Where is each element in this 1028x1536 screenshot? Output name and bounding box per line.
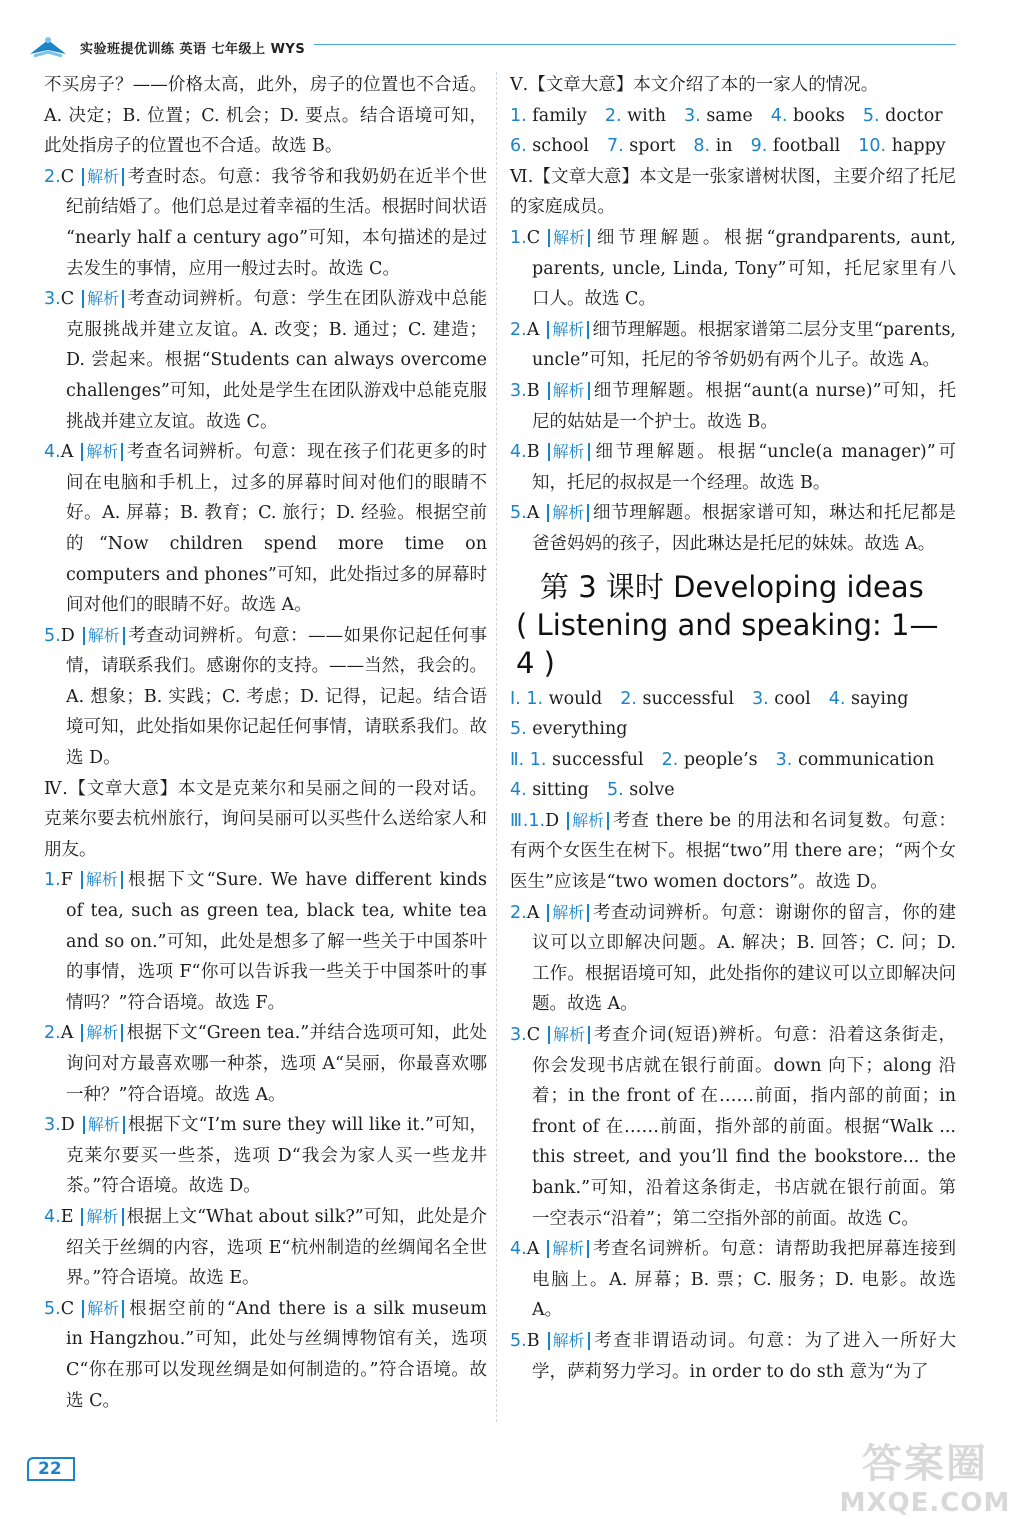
fill-answer (751, 136, 841, 156)
left-column (44, 70, 487, 1416)
item-number: 3. (752, 688, 769, 709)
fill-answer (510, 719, 628, 739)
fill-answer (829, 689, 909, 709)
answer-item (44, 621, 487, 774)
item-number: 8. (693, 136, 711, 157)
item-explanation: 考查 there be 的用法和名词复数。句意：有两个女医生在树下。根据“two”用 there are；“两个女医生”应该是“two women doctors”。故选 D。 (510, 810, 956, 893)
item-answer: E (60, 1206, 74, 1227)
analysis-tag: 解析 (83, 1116, 125, 1134)
item-number: 4. (44, 1206, 61, 1227)
item-answer: C (526, 1025, 541, 1046)
answer-row (510, 775, 956, 806)
item-answer: A (526, 503, 540, 524)
item-number: 1. (510, 105, 527, 126)
answer-word: would (548, 688, 603, 709)
item-number: 4. (770, 105, 788, 126)
item-number: 1. (526, 688, 544, 709)
column-divider (496, 72, 497, 1422)
section-1-label: Ⅰ. (510, 688, 521, 709)
item-number: 4. (828, 688, 846, 709)
answer-word: communication (797, 749, 935, 770)
analysis-tag: 解析 (548, 1026, 590, 1044)
item-explanation: 细节理解题。根据“aunt(a nurse)”可知，托尼的姑姑是一个护士。故选 B。 (532, 380, 956, 432)
answer-item (510, 806, 956, 898)
analysis-tag: 解析 (82, 290, 124, 308)
answer-row (510, 131, 956, 162)
item-number: 5. (607, 780, 624, 801)
item-number: 7. (607, 136, 624, 157)
answer-item (510, 437, 956, 498)
answer-word: in (715, 136, 733, 157)
fill-answer (863, 106, 943, 126)
answer-word: same (706, 105, 753, 126)
section-5-summary: Ⅴ.【文章大意】本文介绍了本的一家人的情况。 (510, 75, 879, 95)
section-2-row (510, 745, 956, 776)
fill-answer (526, 689, 602, 709)
answer-word: people’s (683, 749, 758, 770)
analysis-tag: 解析 (548, 1332, 590, 1350)
item-number: 2. (510, 902, 527, 923)
fill-answer (693, 136, 732, 156)
item-answer: F (60, 870, 73, 891)
item-answer: D (545, 810, 560, 831)
answer-item (44, 437, 487, 621)
item-number: 1. (529, 749, 547, 770)
analysis-tag: 解析 (547, 1240, 589, 1258)
answer-word: family (532, 105, 587, 126)
lesson-title: 第 3 课时 Developing ideas (540, 569, 924, 604)
item-number: 4. (510, 780, 527, 801)
answer-word: football (772, 136, 841, 157)
answer-list-3 (44, 162, 487, 774)
answer-item (44, 1294, 487, 1416)
analysis-tag: 解析 (82, 1300, 124, 1318)
item-explanation: 考查动词辨析。句意：——如果你记起任何事情，请联系我们。感谢你的支持。——当然，我会的。A. 想象；B. 实践；C. 考虑；D. 记得，记起。结合语境可知，此处指如果你记起任何事情，请联系我们。故选 D。 (66, 625, 487, 769)
item-number: 10. (858, 136, 887, 157)
item-explanation: 考查非谓语动词。句意：为了进入一所好大学，萨莉努力学习。in order to do sth 意为“为了 (532, 1330, 956, 1382)
item-answer: B (526, 442, 540, 463)
item-number: 5. (44, 1298, 61, 1319)
item-answer: C (60, 166, 75, 187)
section-2-label: Ⅱ. (510, 749, 525, 770)
item-number: 4. (510, 442, 527, 463)
analysis-tag: 解析 (567, 812, 609, 830)
fill-answer (752, 689, 811, 709)
item-explanation: 根据下文“Sure. We have different kinds of tea, such as green tea, black tea, white tea and so on.”可知，此处是想多了解一些关于中国茶叶的事情，选项 F“你可以告诉我一些关于中国茶叶的事情吗？”符合语境。故选 F。 (66, 870, 487, 1013)
answer-item (44, 865, 487, 1018)
answer-word: solve (629, 780, 675, 801)
fill-answer (607, 136, 675, 156)
item-answer: A (60, 442, 74, 463)
fill-answer (684, 106, 753, 126)
item-number: 3. (44, 1115, 61, 1136)
fill-answer (620, 689, 734, 709)
answer-item (510, 498, 956, 559)
item-number: 3. (44, 289, 61, 310)
analysis-tag: 解析 (547, 904, 589, 922)
item-number: 2. (44, 1023, 61, 1044)
item-explanation: 根据下文“Green tea.”并结合选项可知，此处询问对方最喜欢哪一种茶，选项 A“吴丽，你最喜欢哪一种？”符合语境。故选 A。 (66, 1023, 487, 1105)
answer-item (510, 376, 956, 437)
analysis-tag: 解析 (548, 229, 590, 247)
item-number: 3. (510, 1025, 527, 1046)
answer-item (510, 1326, 956, 1387)
answer-item (510, 315, 956, 376)
fill-answer (607, 780, 675, 800)
item-number: 3. (684, 105, 701, 126)
item-explanation: 细节理解题。根据家谱可知，琳达和托尼都是爸爸妈妈的孩子，因此琳达是托尼的妹妹。故选 A。 (532, 503, 956, 554)
item-number: 5. (510, 1330, 527, 1351)
section-1-row (510, 684, 956, 715)
analysis-tag: 解析 (547, 321, 589, 339)
item-explanation: 考查动词辨析。句意：学生在团队游戏中总能克服挑战并建立友谊。A. 改变；B. 通过；C. 建造；D. 尝起来。根据“Students can always overcome challenges”可知，此处是学生在团队游戏中总能克服挑战并建立友谊。故选 C。 (66, 289, 487, 432)
item-explanation: 细节理解题。根据“grandparents, aunt, parents, uncle, Linda, Tony”可知，托尼家里有八口人。故选 C。 (532, 227, 956, 310)
header-rule (314, 44, 956, 45)
analysis-tag: 解析 (83, 627, 125, 645)
item-number: 9. (750, 136, 768, 157)
item-explanation: 根据空前的“And there is a silk museum in Hangzhou.”可知，此处与丝绸博物馆有关，选项 C“你在那可以发现丝绸是如何制造的。”符合语境。故选 C。 (66, 1298, 487, 1411)
watermark-logo-text: 答案圈 (862, 1441, 988, 1487)
answer-word: books (792, 105, 845, 126)
analysis-tag: 解析 (547, 504, 589, 522)
answer-item (44, 284, 487, 437)
item-answer: B (526, 380, 540, 401)
section-6-summary: Ⅵ.【文章大意】本文是一张家谱树状图，主要介绍了托尼的家庭成员。 (510, 166, 956, 218)
item-answer: A (60, 1023, 74, 1044)
answer-word: cool (774, 688, 811, 709)
item-answer: C (60, 289, 75, 310)
item-number: 2. (510, 319, 527, 340)
item-explanation: 考查名词辨析。句意：请帮助我把屏幕连接到电脑上。A. 屏幕；B. 票；C. 服务；D. 电影。故选 A。 (532, 1239, 956, 1321)
item-answer: A (526, 902, 540, 923)
item-number: 6. (510, 136, 527, 157)
fill-answer (858, 136, 945, 156)
answer-list-section-3 (510, 806, 956, 1387)
item-number: 2. (44, 166, 61, 187)
answer-item (44, 1202, 487, 1294)
fill-answer (510, 136, 589, 156)
item-explanation: 考查动词辨析。句意：谢谢你的留言，你的建议可以立即解决问题。A. 解决；B. 回答；C. 问；D. 工作。根据语境可知，此处指你的建议可以立即解决问题。故选 A。 (532, 902, 956, 1015)
analysis-tag: 解析 (81, 871, 123, 889)
fill-answer (776, 750, 935, 770)
item-number: 5. (44, 625, 61, 646)
answer-word: sport (629, 136, 676, 157)
answer-word: school (532, 136, 590, 157)
answer-word: everything (532, 719, 628, 740)
fill-answer (771, 106, 845, 126)
analysis-tag: 解析 (81, 443, 123, 461)
item-answer: A (526, 1239, 540, 1260)
item-number: 4. (510, 1239, 527, 1260)
item-number: 1. (510, 227, 527, 248)
item-explanation: 根据上文“What about silk?”可知，此处是介绍关于丝绸的内容，选项 E“杭州制造的丝绸闻名全世界。”符合语境。故选 E。 (66, 1206, 487, 1289)
item-number: 5. (862, 105, 880, 126)
item-answer: D (60, 1115, 75, 1136)
item-number: 1. (528, 810, 546, 831)
answer-word: happy (891, 136, 946, 157)
answer-item (510, 898, 956, 1020)
lesson-subtitle: ( Listening and speaking: 1—4 ) (516, 607, 939, 680)
answer-row (510, 101, 956, 132)
item-answer: B (526, 1330, 540, 1351)
analysis-tag: 解析 (81, 1208, 123, 1226)
item-number: 2. (661, 749, 679, 770)
item-number: 4. (44, 442, 61, 463)
answer-item (44, 1110, 487, 1202)
watermark-domain: MXQE.COM (839, 1488, 1011, 1518)
item-number: 1. (44, 870, 61, 891)
answer-item (510, 1234, 956, 1326)
item-explanation: 考查名词辨析。句意：现在孩子们花更多的时间在电脑和手机上，过多的屏幕时间对他们的眼睛不好。A. 屏幕；B. 教育；C. 旅行；D. 经验。根据空前的“Now children spend more time on computers and phones”可知，此处指过多的屏幕时间对他们的眼睛不好。故选 A。 (66, 442, 487, 616)
item-explanation: 考查介词(短语)辨析。句意：沿着这条街走，你会发现书店就在银行前面。down 向下；along 沿着；in the front of 在……前面，指内部的前面；in front of 在……前面，指外部的前面。根据“Walk ... this street, and you’ll find the bookstore... the bank.”可知，沿着这条街走，书店就在银行前面。第一空表示“沿着”；第二空指外部的前面。故选 C。 (532, 1025, 956, 1229)
answer-item (44, 1018, 487, 1110)
book-logo-icon (26, 32, 70, 62)
item-explanation: 细节理解题。根据“uncle(a manager)”可知，托尼的叔叔是一个经理。故选 B。 (532, 442, 956, 493)
answer-list-4 (44, 865, 487, 1416)
section-3-label: Ⅲ. (510, 810, 529, 831)
continued-answer: 不买房子？——价格太高，此外，房子的位置也不合适。A. 决定；B. 位置；C. 机会；D. 要点。结合语境可知，此处指房子的位置也不合适。故选 B。 (44, 75, 487, 157)
item-number: 5. (510, 719, 527, 740)
answer-item (510, 1020, 956, 1234)
fill-answer (605, 106, 666, 126)
answer-row (510, 714, 956, 745)
section-4-summary: Ⅳ.【文章大意】本文是克莱尔和吴丽之间的一段对话。克莱尔要去杭州旅行，询问吴丽可以买些什么送给家人和朋友。 (44, 778, 487, 860)
item-answer: D (60, 625, 75, 646)
fill-answer (662, 750, 758, 770)
item-number: 3. (775, 749, 793, 770)
answer-list-6 (510, 223, 956, 560)
lesson-heading (510, 568, 956, 682)
item-answer: C (60, 1298, 75, 1319)
answer-word: sitting (532, 780, 589, 801)
fill-answer (530, 750, 644, 770)
answer-word: doctor (885, 105, 943, 126)
answer-word: with (627, 105, 667, 126)
answer-word: successful (642, 688, 734, 709)
item-explanation: 细节理解题。根据家谱第二层分支里“parents, uncle”可知，托尼的爷爷奶奶有两个儿子。故选 A。 (532, 319, 956, 371)
item-answer: A (526, 319, 540, 340)
analysis-tag: 解析 (82, 168, 124, 186)
analysis-tag: 解析 (548, 443, 590, 461)
analysis-tag: 解析 (548, 382, 590, 400)
right-column (510, 70, 956, 1387)
answer-word: successful (552, 749, 644, 770)
item-answer: C (526, 227, 541, 248)
item-explanation: 考查时态。句意：我爷爷和我奶奶在近半个世纪前结婚了。他们总是过着幸福的生活。根据时间状语 “nearly half a century ago”可知，本句描述的是过去发生的事情，应用一般过去时。故选 C。 (66, 166, 487, 279)
book-title: 实验班提优训练 英语 七年级上 WYS (80, 42, 306, 57)
item-number: 2. (604, 105, 622, 126)
item-number: 5. (510, 503, 527, 524)
page-number: 22 (26, 1456, 70, 1482)
answer-item (510, 223, 956, 315)
item-explanation: 根据下文“I’m sure they will like it.”可知，克莱尔要买一些茶，选项 D“我会为家人买一些龙井茶。”符合语境。故选 D。 (66, 1115, 487, 1197)
answer-word: saying (851, 688, 909, 709)
answer-item (44, 162, 487, 284)
watermark (830, 1440, 1020, 1530)
fill-answer (510, 106, 587, 126)
item-number: 3. (510, 380, 527, 401)
page-header (26, 30, 956, 64)
analysis-tag: 解析 (81, 1024, 123, 1042)
fill-answer (510, 780, 589, 800)
item-number: 2. (620, 688, 637, 709)
